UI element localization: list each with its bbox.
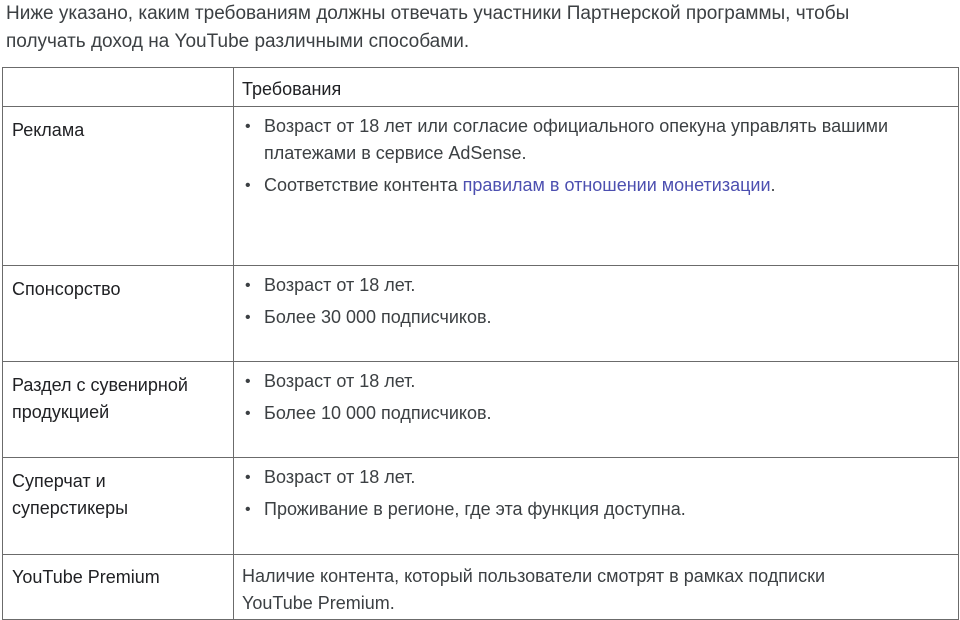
feature-cell	[3, 362, 234, 458]
feature-label-line-1: Суперчат и	[12, 471, 106, 491]
requirements-cell	[234, 362, 959, 458]
bullet-icon: •	[245, 501, 251, 518]
requirements-cell	[234, 555, 959, 620]
table-row	[3, 362, 959, 458]
intro-paragraph	[6, 0, 946, 56]
list-item-text: Более 30 000 подписчиков.	[264, 307, 492, 327]
list-item-text: Соответствие контента	[264, 175, 463, 195]
requirements-text-line-2: YouTube Premium.	[242, 593, 395, 613]
bullet-icon: •	[245, 373, 251, 390]
requirements-cell	[234, 107, 959, 266]
requirements-list	[242, 464, 948, 523]
requirements-cell	[234, 458, 959, 555]
bullet-icon: •	[245, 405, 251, 422]
table-row	[3, 555, 959, 620]
list-item-text: Возраст от 18 лет.	[264, 467, 416, 487]
header-requirements-label: Требования	[242, 79, 342, 99]
bullet-icon: •	[245, 469, 251, 486]
requirements-cell	[234, 266, 959, 362]
list-item	[242, 272, 948, 299]
list-item	[242, 113, 948, 167]
feature-cell	[3, 458, 234, 555]
feature-label-line-2: продукцией	[12, 402, 110, 422]
feature-label: Реклама	[12, 120, 85, 140]
bullet-icon: •	[245, 118, 251, 135]
feature-cell	[3, 107, 234, 266]
feature-label-line-1: Раздел с сувенирной	[12, 375, 188, 395]
requirements-text	[234, 555, 958, 617]
feature-label: Спонсорство	[12, 279, 121, 299]
header-requirements-cell	[234, 68, 959, 107]
list-item	[242, 496, 948, 523]
feature-cell	[3, 555, 234, 620]
requirements-list	[242, 368, 948, 427]
intro-line-2: получать доход на YouTube различными способами.	[6, 31, 470, 52]
feature-label-line-2: суперстикеры	[12, 498, 129, 518]
feature-label	[3, 362, 233, 426]
list-item	[242, 304, 948, 331]
table-row	[3, 266, 959, 362]
requirements-list	[242, 113, 948, 199]
table-row	[3, 458, 959, 555]
header-feature-cell	[3, 68, 234, 107]
requirements-list	[242, 272, 948, 331]
list-item-text-line-2: платежами в сервисе AdSense.	[264, 143, 527, 163]
table-row	[3, 107, 959, 266]
intro-line-1: Ниже указано, каким требованиям должны отвечать участники Партнерской программы, чтобы	[6, 3, 850, 24]
requirements-table	[2, 67, 959, 620]
list-item-text: Проживание в регионе, где эта функция доступна.	[264, 499, 686, 519]
bullet-icon: •	[245, 309, 251, 326]
list-item	[242, 400, 948, 427]
list-item-text: Возраст от 18 лет.	[264, 371, 416, 391]
requirements-text-line-1: Наличие контента, который пользователи смотрят в рамках подписки	[242, 566, 826, 586]
header-feature-label	[3, 68, 233, 77]
table-header-row	[3, 68, 959, 107]
list-item	[242, 368, 948, 395]
feature-label: YouTube Premium	[12, 567, 160, 587]
list-item-text: Более 10 000 подписчиков.	[264, 403, 492, 423]
list-item	[242, 464, 948, 491]
bullet-icon: •	[245, 277, 251, 294]
list-item-text-line-1: Возраст от 18 лет или согласие официального опекуна управлять вашими	[264, 116, 889, 136]
list-item-text-end: .	[770, 175, 776, 195]
monetization-policy-link[interactable]: правилам в отношении монетизации	[462, 175, 771, 195]
list-item	[242, 172, 948, 199]
feature-label	[3, 458, 233, 522]
list-item-text: Возраст от 18 лет.	[264, 275, 416, 295]
feature-cell	[3, 266, 234, 362]
bullet-icon: •	[245, 177, 251, 194]
